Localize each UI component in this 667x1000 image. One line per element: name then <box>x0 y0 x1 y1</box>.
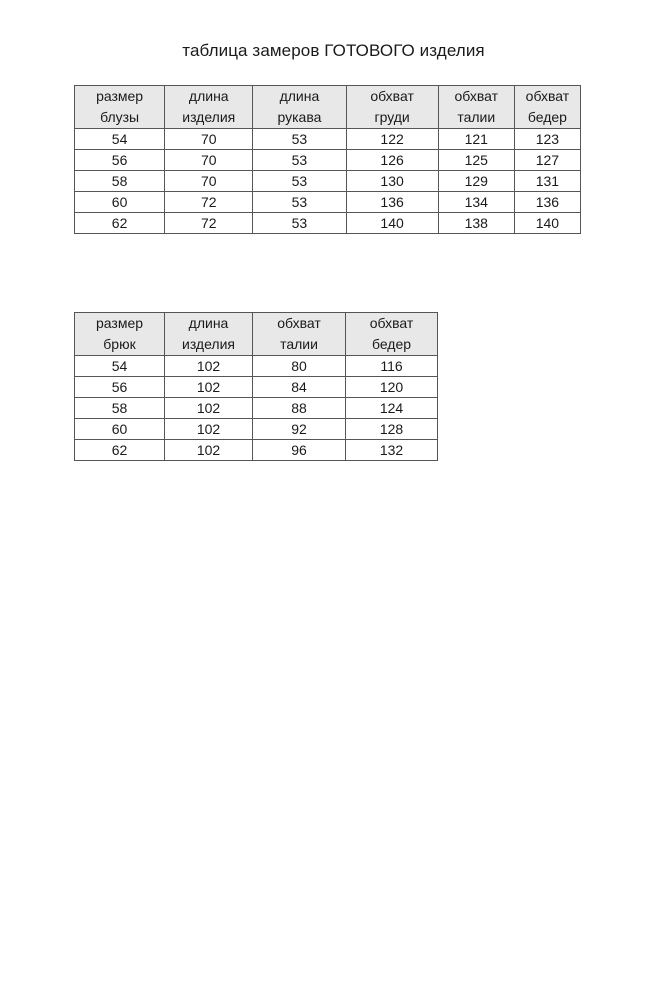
table-cell: 116 <box>346 356 438 377</box>
table-cell: 121 <box>438 129 514 150</box>
table-header-cell <box>75 313 165 356</box>
header-line: брюк <box>103 336 136 352</box>
header-line: длина <box>279 88 320 104</box>
table-cell: 70 <box>165 171 253 192</box>
header-line: длина <box>188 88 229 104</box>
table-cell: 138 <box>438 213 514 234</box>
table-cell: 70 <box>165 150 253 171</box>
table-cell: 120 <box>346 377 438 398</box>
table-cell: 54 <box>75 356 165 377</box>
table-cell: 140 <box>514 213 580 234</box>
table-cell: 56 <box>75 150 165 171</box>
header-line: обхват <box>369 315 414 331</box>
table-cell: 80 <box>253 356 346 377</box>
table-row <box>75 440 438 461</box>
table-header-cell <box>165 86 253 129</box>
header-line: обхват <box>370 88 414 104</box>
table-cell: 72 <box>165 213 253 234</box>
table-cell: 58 <box>75 398 165 419</box>
table-cell: 62 <box>75 213 165 234</box>
table-cell: 102 <box>165 419 253 440</box>
table-cell: 70 <box>165 129 253 150</box>
table-row <box>75 192 581 213</box>
pants-size-table <box>74 312 438 461</box>
document-title: таблица замеров ГОТОВОГО изделия <box>182 41 485 60</box>
table-cell: 102 <box>165 440 253 461</box>
header-line: размер <box>96 88 144 104</box>
header-line: талии <box>280 336 318 352</box>
table-row <box>75 377 438 398</box>
header-line: обхват <box>525 88 570 104</box>
table-cell: 124 <box>346 398 438 419</box>
table-cell: 84 <box>253 377 346 398</box>
header-line: обхват <box>277 315 321 331</box>
table-cell: 123 <box>514 129 580 150</box>
table-row <box>75 171 581 192</box>
table-cell: 126 <box>346 150 438 171</box>
table-cell: 60 <box>75 192 165 213</box>
table-cell: 53 <box>253 129 346 150</box>
table-header-cell <box>346 86 438 129</box>
table-header-cell <box>75 86 165 129</box>
table-header-row <box>75 86 581 129</box>
table-cell: 53 <box>253 213 346 234</box>
header-line: обхват <box>454 88 499 104</box>
table-cell: 131 <box>514 171 580 192</box>
table-row <box>75 129 581 150</box>
table-cell: 54 <box>75 129 165 150</box>
table-cell: 102 <box>165 356 253 377</box>
table-header-cell <box>253 313 346 356</box>
table-header-cell <box>253 86 346 129</box>
header-line: бедер <box>527 109 567 125</box>
table-row <box>75 398 438 419</box>
table-cell: 125 <box>438 150 514 171</box>
table-cell: 62 <box>75 440 165 461</box>
header-line: длина <box>188 315 229 331</box>
table-header-cell <box>165 313 253 356</box>
header-line: груди <box>374 109 410 125</box>
header-line: блузы <box>100 109 140 125</box>
header-line: рукава <box>277 109 322 125</box>
header-line: талии <box>457 109 496 125</box>
table-cell: 92 <box>253 419 346 440</box>
table-row <box>75 213 581 234</box>
table-cell: 128 <box>346 419 438 440</box>
table-cell: 122 <box>346 129 438 150</box>
table-header-cell <box>346 313 438 356</box>
table-cell: 88 <box>253 398 346 419</box>
table-cell: 53 <box>253 150 346 171</box>
table-header-cell <box>514 86 580 129</box>
header-line: изделия <box>182 336 235 352</box>
table-cell: 130 <box>346 171 438 192</box>
header-line: размер <box>95 315 144 331</box>
table-row <box>75 356 438 377</box>
table-cell: 60 <box>75 419 165 440</box>
table-cell: 127 <box>514 150 580 171</box>
table-header-row <box>75 313 438 356</box>
header-line: бедер <box>371 336 412 352</box>
table-cell: 132 <box>346 440 438 461</box>
table-cell: 102 <box>165 398 253 419</box>
table-header-cell <box>438 86 514 129</box>
table-cell: 96 <box>253 440 346 461</box>
table-cell: 58 <box>75 171 165 192</box>
table-cell: 56 <box>75 377 165 398</box>
table-cell: 72 <box>165 192 253 213</box>
table-row <box>75 150 581 171</box>
table-row <box>75 419 438 440</box>
table-cell: 134 <box>438 192 514 213</box>
table-cell: 136 <box>514 192 580 213</box>
table-cell: 53 <box>253 171 346 192</box>
table-cell: 140 <box>346 213 438 234</box>
blouse-size-table <box>74 85 581 234</box>
table-cell: 53 <box>253 192 346 213</box>
table-cell: 136 <box>346 192 438 213</box>
table-cell: 129 <box>438 171 514 192</box>
header-line: изделия <box>182 109 236 125</box>
table-cell: 102 <box>165 377 253 398</box>
